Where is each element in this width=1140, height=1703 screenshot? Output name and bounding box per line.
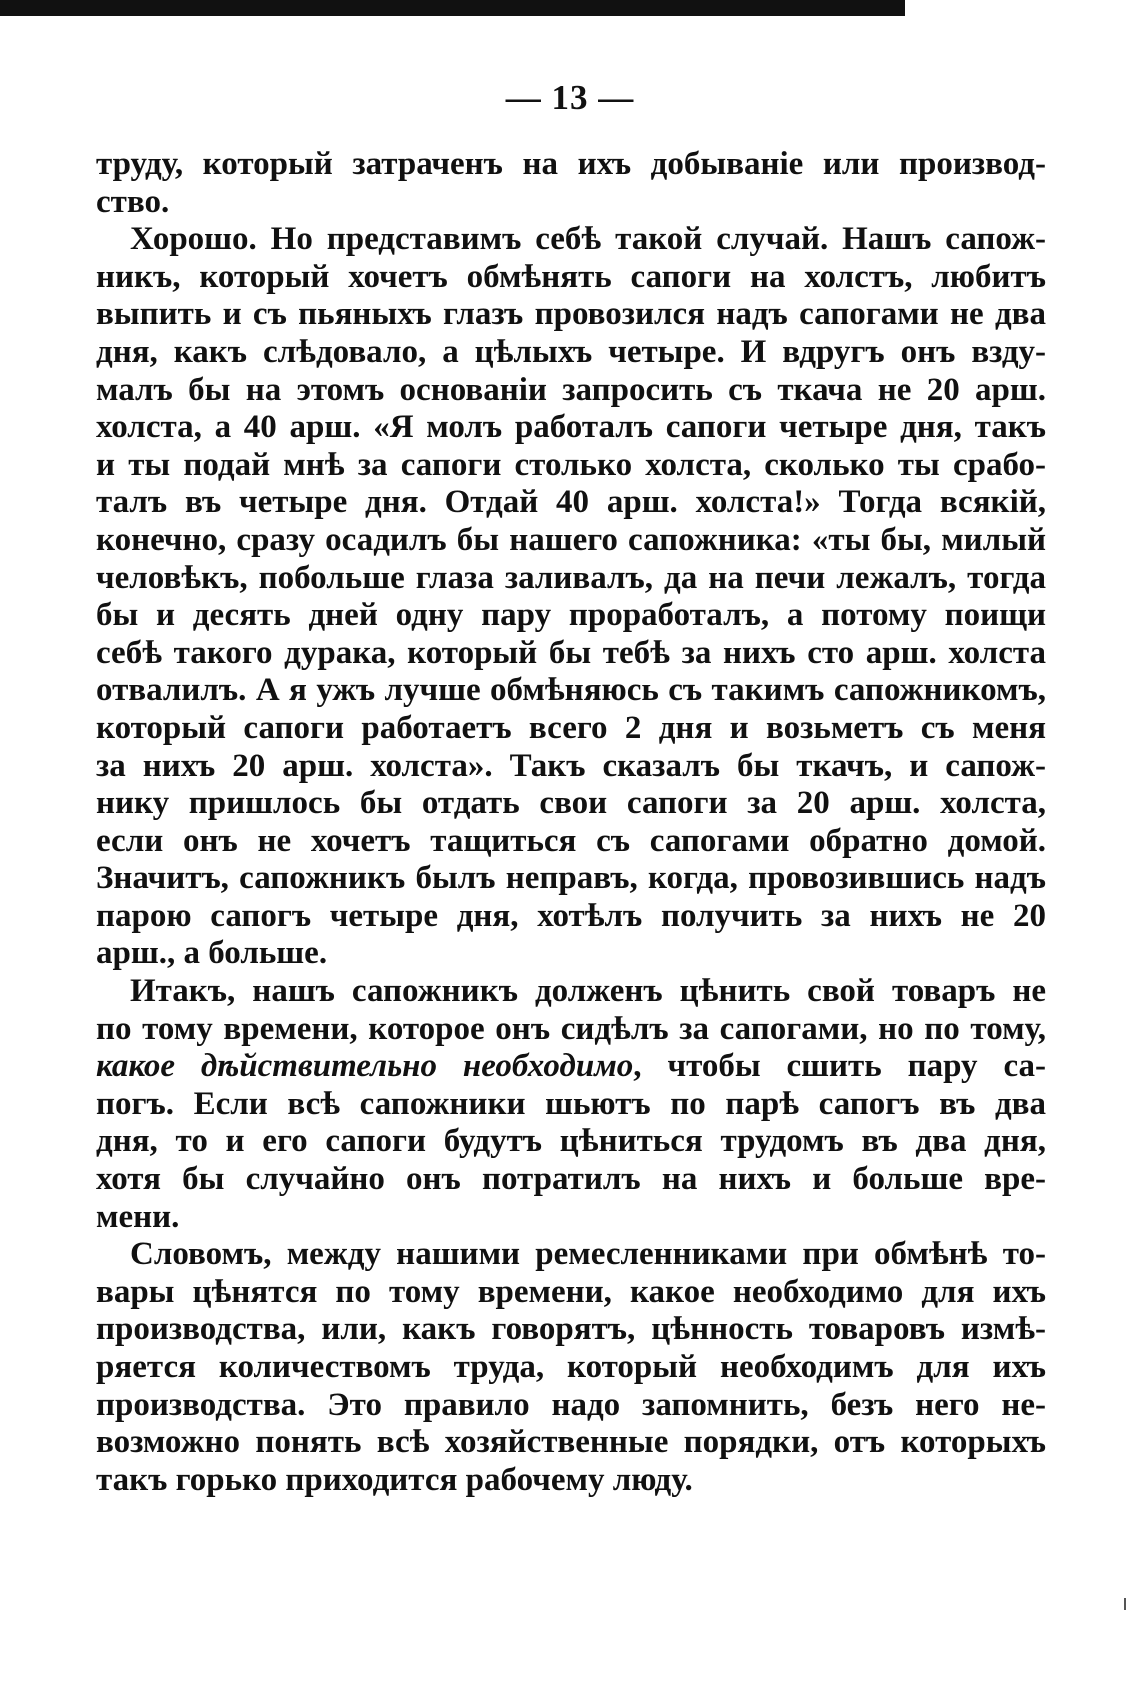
- text-line: погъ. Если всѣ сапожники шьютъ по парѣ сапогъ въ два: [96, 1085, 1046, 1122]
- text-line: дня, какъ слѣдовало, а цѣлыхъ четыре. И вдругъ онъ взду-: [96, 333, 1046, 370]
- text-line: который сапоги работаетъ всего 2 дня и возьметъ съ меня: [96, 709, 1046, 746]
- text-line: талъ въ четыре дня. Отдай 40 арш. холста!» Тогда всякій,: [96, 484, 1046, 521]
- page-number: — 13 —: [505, 78, 635, 117]
- text-line: ряется количествомъ труда, который необходимъ для ихъ: [96, 1349, 1046, 1385]
- text-line: ство.: [96, 183, 170, 220]
- text-line: арш., а больше.: [96, 935, 328, 972]
- text-line: производства. Это правило надо запомнить, безъ него не-: [96, 1386, 1046, 1423]
- text-line: хотя бы случайно онъ потратилъ на нихъ и больше вре-: [96, 1161, 1046, 1198]
- text-line: бы и десять дней одну пару проработалъ, а потому поищи: [96, 597, 1046, 634]
- text-line: производства, или, какъ говорятъ, цѣнность товаровъ измѣ-: [96, 1311, 1046, 1348]
- text-line: парою сапогъ четыре дня, хотѣлъ получить за нихъ не 20: [96, 897, 1046, 934]
- text-line: дня, то и его сапоги будутъ цѣниться трудомъ въ два дня,: [96, 1123, 1046, 1160]
- text-line: отвалилъ. А я ужъ лучше обмѣняюсь съ такимъ сапожникомъ,: [96, 672, 1046, 709]
- top-border-rule: [0, 0, 905, 16]
- text-line: Словомъ, между нашими ремесленниками при обмѣнѣ то-: [130, 1236, 1046, 1273]
- text-line: Хорошо. Но представимъ себѣ такой случай. Нашъ сапож-: [130, 221, 1046, 258]
- text-line: нику пришлось бы отдать свои сапоги за 20 арш. холста,: [96, 785, 1046, 822]
- text-line: холста, а 40 арш. «Я молъ работалъ сапоги четыре дня, такъ: [96, 409, 1046, 446]
- text-line: такъ горько приходится рабочему люду.: [96, 1461, 693, 1498]
- text-line: мени.: [96, 1198, 180, 1235]
- text-line: по тому времени, которое онъ сидѣлъ за сапогами, но по тому,: [96, 1010, 1046, 1047]
- body-text: [96, 146, 1046, 1499]
- text-line: малъ бы на этомъ основаніи запросить съ ткача не 20 арш.: [96, 371, 1046, 408]
- text-line: возможно понять всѣ хозяйственные порядки, отъ которыхъ: [96, 1424, 1046, 1461]
- text-line: Итакъ, нашъ сапожникъ долженъ цѣнить свой товаръ не: [130, 973, 1046, 1010]
- text-line: себѣ такого дурака, который бы тебѣ за нихъ сто арш. холста: [96, 634, 1046, 671]
- text-line: и ты подай мнѣ за сапоги столько холста, сколько ты срабо-: [96, 446, 1046, 483]
- text-line: [96, 1048, 1046, 1086]
- text-line: конечно, сразу осадилъ бы нашего сапожника: «ты бы, милый: [96, 521, 1046, 558]
- emphasized-phrase: какое дѣйствительно необходимо: [96, 1048, 634, 1085]
- text-line: человѣкъ, побольше глаза заливалъ, да на печи лежалъ, тогда: [96, 559, 1046, 596]
- text-line: Значитъ, сапожникъ былъ неправъ, когда, провозившись надъ: [96, 860, 1046, 897]
- text-line: за нихъ 20 арш. холста». Такъ сказалъ бы ткачъ, и сапож-: [96, 747, 1046, 784]
- text-line: если онъ не хочетъ тащиться съ сапогами обратно домой.: [96, 822, 1046, 859]
- line-rest: , чтобы сшить пару са-: [633, 1048, 1046, 1085]
- text-line: труду, который затраченъ на ихъ добываніе или производ-: [96, 146, 1046, 182]
- text-line: никъ, который хочетъ обмѣнять сапоги на холстъ, любитъ: [96, 258, 1046, 295]
- text-line: вары цѣнятся по тому времени, какое необходимо для ихъ: [96, 1273, 1046, 1310]
- scan-mark: [1124, 1598, 1126, 1610]
- text-line: выпить и съ пьяныхъ глазъ провозился надъ сапогами не два: [96, 296, 1046, 333]
